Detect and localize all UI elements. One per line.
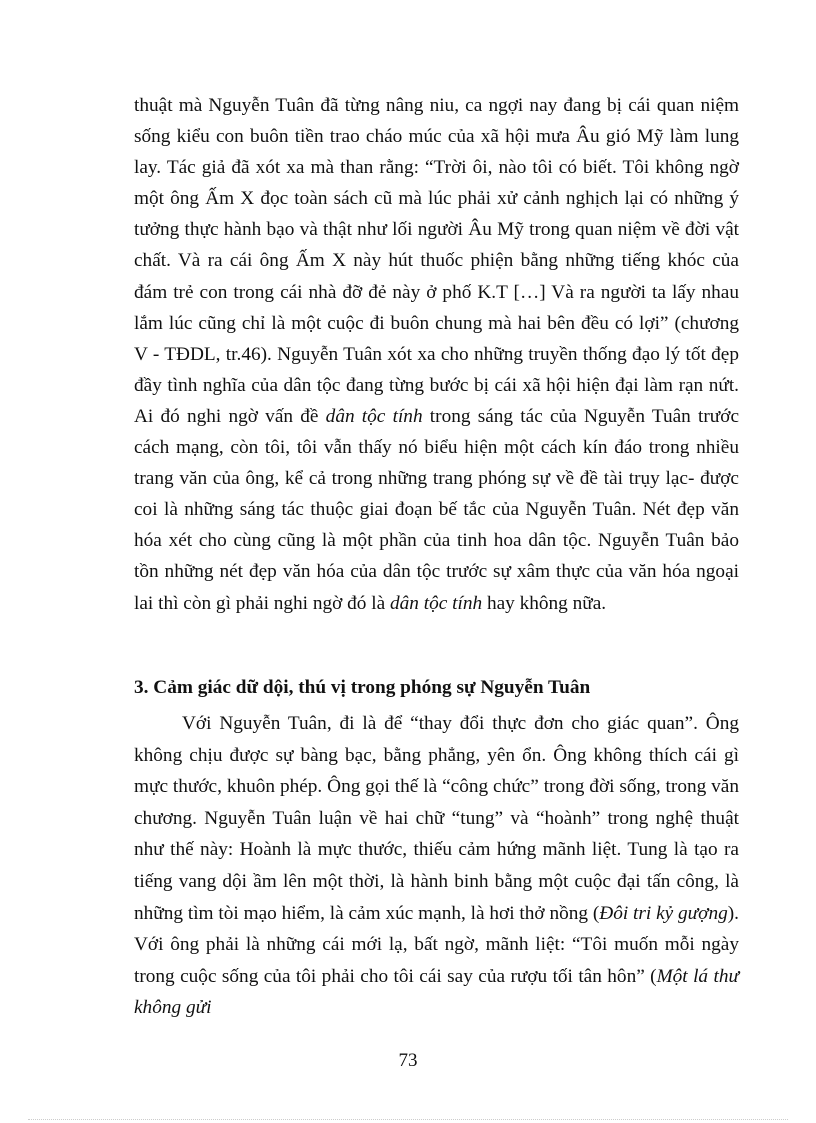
paragraph-text: hay không nữa. bbox=[482, 592, 607, 614]
paragraph-text: trong sáng tác của Nguyễn Tuân trước cách mạng, còn tôi, tôi vẫn thấy nó biểu hiện một cách kín đáo trong nhiều trang văn của ông, kể cả trong những trang phóng sự về đề tài trụy lạc- được coi là những sáng tác thuộc giai đoạn bế tắc của Nguyễn Tuân. Nét đẹp văn hóa xét cho cùng cũng là một phần của tinh hoa dân tộc. Nguyễn Tuân bảo tồn những nét đẹp văn hóa của dân tộc trước sự xâm thực của văn hóa ngoại lai thì còn gì phải nghi ngờ đó là bbox=[134, 405, 740, 614]
page-bottom-divider bbox=[28, 1119, 788, 1120]
body-paragraph-2 bbox=[134, 708, 739, 1024]
body-paragraph-1 bbox=[134, 90, 739, 619]
italic-term: dân tộc tính bbox=[390, 592, 483, 614]
italic-title: Một lá thư không gửi bbox=[134, 965, 739, 1019]
paragraph-text: thuật mà Nguyễn Tuân đã từng nâng niu, ca ngợi nay đang bị cái quan niệm sống kiểu con buôn tiền trao cháo múc của xã hội mưa Âu gió Mỹ làm lung lay. Tác giả đã xót xa mà than rằng: “Trời ôi, nào tôi có biết. Tôi không ngờ một ông Ấm X đọc toàn sách cũ mà lúc phải xử cảnh nghịch lại có những ý tưởng thực hành bạo và thật như lối người Âu Mỹ trong quan niệm về đời vật chất. Và ra cái ông Ấm X này hút thuốc phiện bằng những tiếng khóc của đám trẻ con trong cái nhà đỡ đẻ này ở phố K.T […] Và ra người ta lấy nhau lắm lúc cũng chỉ là một cuộc đi buôn chung mà hai bên đều có lợi” (chương V - TĐDL, tr.46). Nguyễn Tuân xót xa cho những truyền thống đạo lý tốt đẹp đầy tình nghĩa của dân tộc đang từng bước bị cái xã hội hiện đại làm rạn nứt. Ai đó nghi ngờ vấn đề bbox=[134, 95, 739, 427]
paragraph-text: ). Với ông phải là những cái mới lạ, bất ngờ, mãnh liệt: “Tôi muốn mỗi ngày trong cuộc sống của tôi phải cho tôi cái say của rượu tối tân hôn” ( bbox=[134, 902, 739, 987]
italic-term: dân tộc tính bbox=[325, 405, 423, 427]
paragraph-text: Với Nguyễn Tuân, đi là để “thay đổi thực đơn cho giác quan”. Ông không chịu được sự bàng bạc, bằng phẳng, yên ổn. Ông không thích cái gì mực thước, khuôn phép. Ông gọi thế là “công chức” trong đời sống, trong văn chương. Nguyễn Tuân luận về hai chữ “tung” và “hoành” trong nghệ thuật như thế này: Hoành là mực thước, thiếu cảm hứng mãnh liệt. Tung là tạo ra tiếng vang dội ầm lên một thời, là hành binh bằng một cuộc đại tấn công, là những tìm tòi mạo hiểm, là cảm xúc mạnh, là hơi thở nồng ( bbox=[134, 713, 739, 924]
italic-title: Đôi tri kỷ gượng bbox=[599, 902, 728, 924]
page-number: 73 bbox=[398, 1050, 418, 1071]
section-heading: 3. Cảm giác dữ dội, thú vị trong phóng sự Nguyễn Tuân bbox=[134, 677, 591, 698]
